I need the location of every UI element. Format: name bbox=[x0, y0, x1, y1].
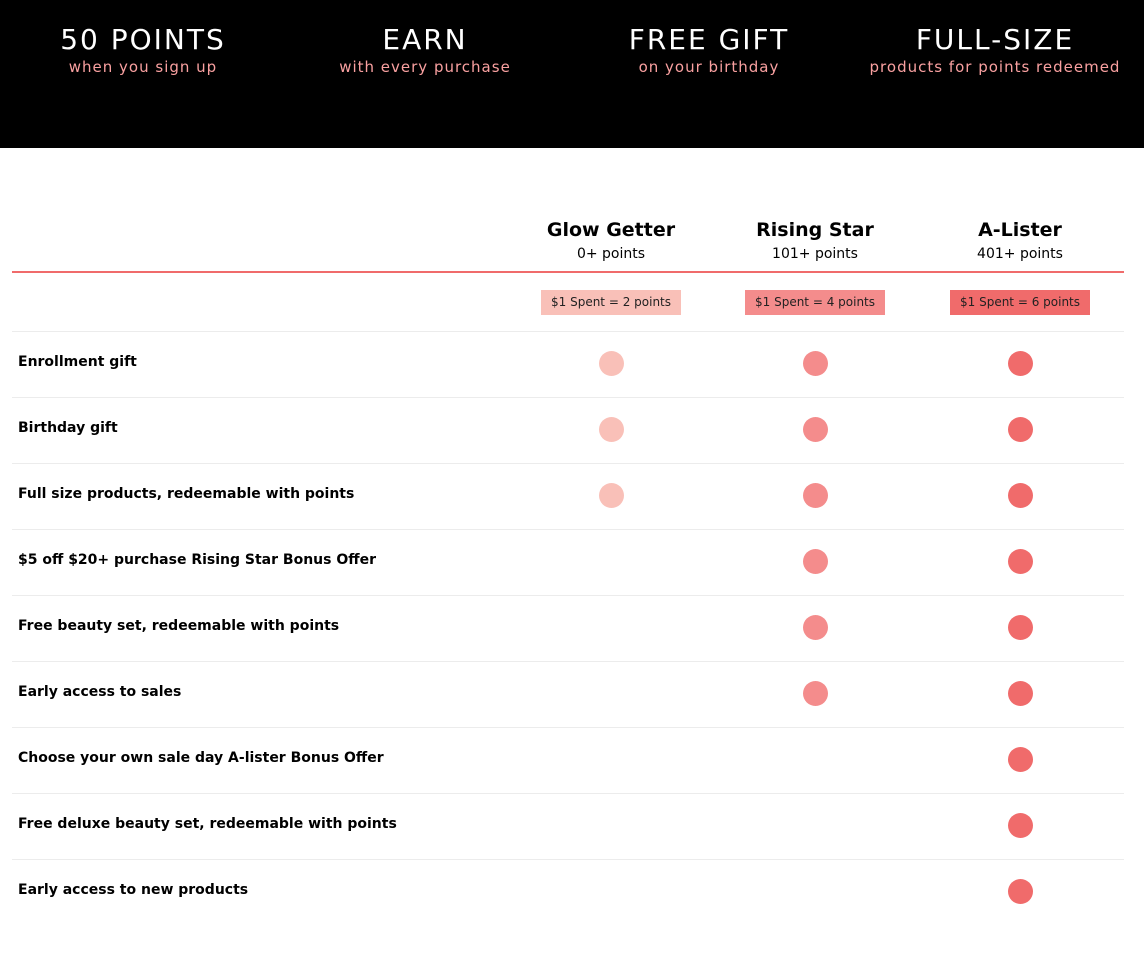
benefit-included-dot-a-lister bbox=[1008, 747, 1033, 772]
benefit-included-dot-rising-star bbox=[803, 417, 828, 442]
perk-sign-up bbox=[0, 24, 286, 76]
perk-full-size bbox=[852, 24, 1138, 76]
benefit-included-dot-rising-star bbox=[803, 351, 828, 376]
benefit-label: Enrollment gift bbox=[18, 354, 137, 370]
perk-free-gift bbox=[566, 24, 852, 76]
perk-title: EARN bbox=[382, 23, 468, 56]
benefit-included-dot-a-lister bbox=[1008, 549, 1033, 574]
row-divider bbox=[12, 529, 1124, 530]
benefit-included-dot-a-lister bbox=[1008, 681, 1033, 706]
perk-subtitle: when you sign up bbox=[68, 58, 218, 76]
benefit-included-dot-a-lister bbox=[1008, 351, 1033, 376]
earn-rate-badge: $1 Spent = 4 points bbox=[745, 290, 885, 315]
benefit-label: $5 off $20+ purchase Rising Star Bonus Offer bbox=[18, 552, 376, 568]
tier-name: A-Lister bbox=[978, 219, 1062, 241]
row-divider bbox=[12, 661, 1124, 662]
row-divider bbox=[12, 331, 1124, 332]
benefit-included-dot-glow-getter bbox=[599, 351, 624, 376]
benefit-included-dot-glow-getter bbox=[599, 483, 624, 508]
benefit-included-dot-a-lister bbox=[1008, 813, 1033, 838]
perk-subtitle: on your birthday bbox=[638, 58, 780, 76]
tier-name: Rising Star bbox=[756, 219, 874, 241]
perk-earn bbox=[282, 24, 568, 76]
benefit-included-dot-a-lister bbox=[1008, 879, 1033, 904]
benefit-label: Early access to sales bbox=[18, 684, 182, 700]
earn-rate-badge: $1 Spent = 6 points bbox=[950, 290, 1090, 315]
perk-subtitle: with every purchase bbox=[339, 58, 511, 76]
benefit-included-dot-rising-star bbox=[803, 483, 828, 508]
tier-points: 0+ points bbox=[576, 246, 646, 262]
perk-title: 50 POINTS bbox=[60, 23, 226, 56]
benefit-label: Full size products, redeemable with points bbox=[18, 486, 355, 502]
row-divider bbox=[12, 859, 1124, 860]
perk-subtitle: products for points redeemed bbox=[869, 58, 1121, 76]
tier-points: 401+ points bbox=[977, 246, 1063, 262]
benefit-label: Choose your own sale day A-lister Bonus Offer bbox=[18, 750, 384, 766]
benefit-label: Early access to new products bbox=[18, 882, 249, 898]
row-divider bbox=[12, 595, 1124, 596]
benefit-included-dot-rising-star bbox=[803, 681, 828, 706]
perks-banner bbox=[0, 0, 1144, 148]
row-divider bbox=[12, 727, 1124, 728]
benefit-included-dot-glow-getter bbox=[599, 417, 624, 442]
perk-title: FREE GIFT bbox=[628, 23, 790, 56]
benefit-included-dot-a-lister bbox=[1008, 483, 1033, 508]
tier-header-a-lister bbox=[918, 218, 1122, 264]
tier-points: 101+ points bbox=[772, 246, 858, 262]
benefit-included-dot-a-lister bbox=[1008, 417, 1033, 442]
tier-name: Glow Getter bbox=[546, 219, 676, 241]
perk-title: FULL-SIZE bbox=[915, 23, 1075, 56]
benefit-included-dot-rising-star bbox=[803, 615, 828, 640]
tier-header-rising-star bbox=[713, 218, 917, 264]
tier-header-glow-getter bbox=[509, 218, 713, 264]
row-divider bbox=[12, 793, 1124, 794]
row-divider bbox=[12, 463, 1124, 464]
earn-rate-badge: $1 Spent = 2 points bbox=[541, 290, 681, 315]
benefit-included-dot-rising-star bbox=[803, 549, 828, 574]
benefit-included-dot-a-lister bbox=[1008, 615, 1033, 640]
header-divider bbox=[12, 271, 1124, 273]
row-divider bbox=[12, 397, 1124, 398]
benefit-label: Free deluxe beauty set, redeemable with points bbox=[18, 816, 397, 832]
benefit-label: Free beauty set, redeemable with points bbox=[18, 618, 340, 634]
benefit-label: Birthday gift bbox=[18, 420, 118, 436]
